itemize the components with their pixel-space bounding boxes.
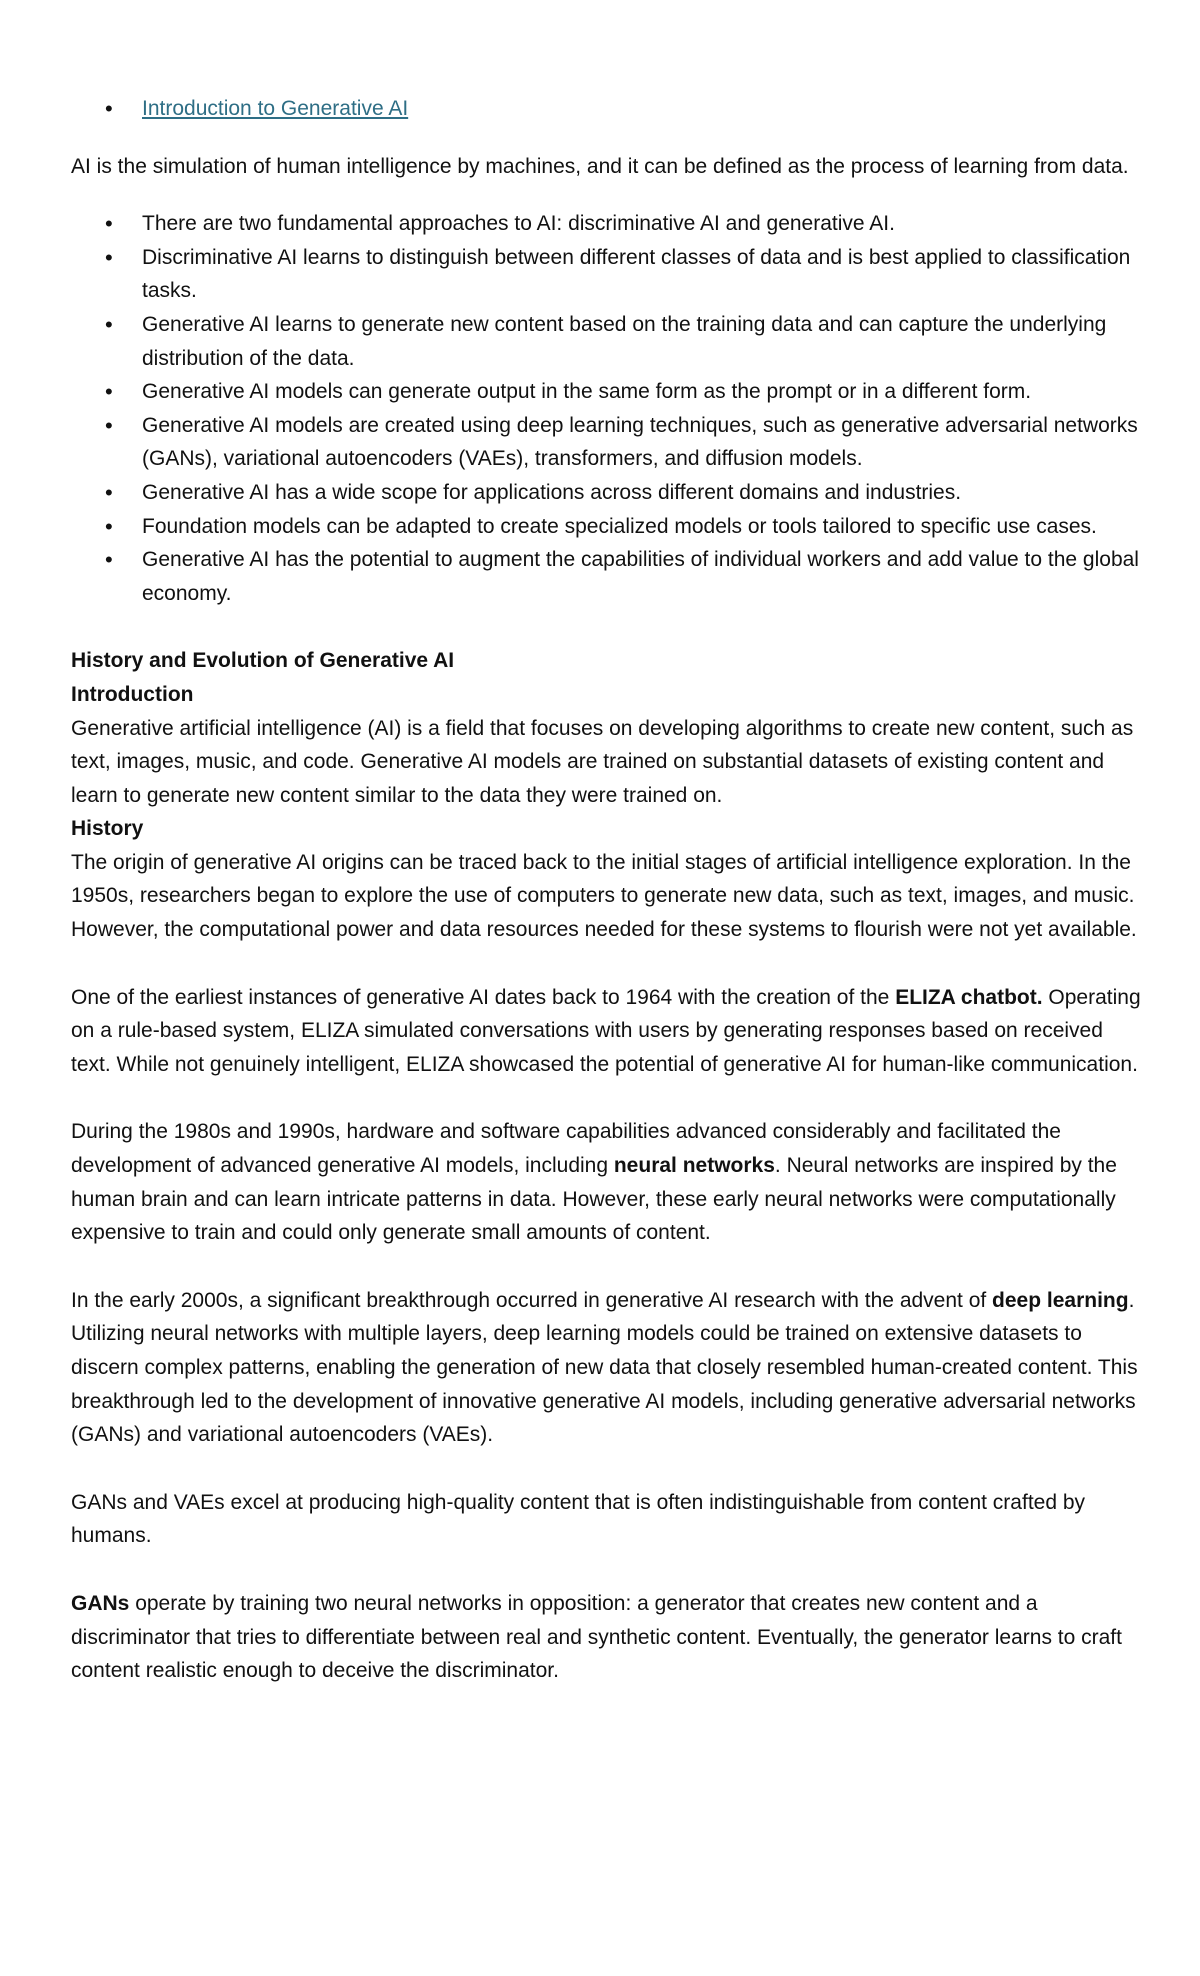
intro-paragraph: AI is the simulation of human intelligence by machines, and it can be defined as the process of learning from data. — [71, 154, 1129, 178]
bullet-item: • Generative AI models are created using deep learning techniques, such as generative adversarial networks (GANs), variational autoencoders (VAEs), transformers, and diffusion models. — [142, 409, 1141, 476]
document-page — [71, 92, 1141, 1688]
deep-learning-paragraph — [71, 1284, 1141, 1452]
deep-text-after: . Utilizing neural networks with multiple layers, deep learning models could be trained on extensive datasets to discern complex patterns, enabling the generation of new data that closely resembled human-created content. This breakthrough led to the development of innovative generative AI models, including generative adversarial networks (GANs) and variational autoencoders (VAEs). — [71, 1288, 1138, 1447]
deep-bold-term: deep learning — [992, 1288, 1129, 1312]
eliza-text-before: One of the earliest instances of generative AI dates back to 1964 with the creation of the — [71, 985, 896, 1009]
toc-link-introduction[interactable]: Introduction to Generative AI — [142, 97, 409, 120]
eliza-text-after: Operating on a rule-based system, ELIZA simulated conversations with users by generating responses based on received text. While not genuinely intelligent, ELIZA showcased the potential of generative AI for human-like communication. — [71, 985, 1141, 1076]
neural-networks-paragraph — [71, 1115, 1141, 1249]
subheading-history: History — [71, 817, 144, 841]
bullet-item: • Generative AI models can generate output in the same form as the prompt or in a different form. — [142, 375, 1141, 409]
bullet-item: • Generative AI learns to generate new content based on the training data and can capture the underlying distribution of the data. — [142, 308, 1141, 375]
gans-paragraph — [71, 1587, 1141, 1688]
toc-item[interactable] — [142, 92, 1141, 126]
bullet-item: • Generative AI has the potential to augment the capabilities of individual workers and add value to the global economy. — [142, 543, 1141, 610]
introduction-paragraph: Generative artificial intelligence (AI) is a field that focuses on developing algorithms to create new content, such as text, images, music, and code. Generative AI models are trained on substantial datasets of existing content and learn to generate new content similar to the data they were trained on. — [71, 716, 1134, 807]
neural-bold-term: neural networks — [613, 1154, 775, 1178]
toc-list — [71, 92, 1141, 126]
deep-text-before: In the early 2000s, a significant breakthrough occurred in generative AI research with the advent of — [71, 1288, 993, 1312]
bullet-item: • Foundation models can be adapted to create specialized models or tools tailored to specific use cases. — [142, 510, 1141, 544]
bullet-item: • Discriminative AI learns to distinguish between different classes of data and is best applied to classification tasks. — [142, 241, 1141, 308]
summary-bullet-list — [71, 207, 1141, 610]
gans-bold-term: GANs — [71, 1591, 130, 1615]
eliza-bold-term: ELIZA chatbot. — [895, 985, 1043, 1009]
bullet-item: • Generative AI has a wide scope for applications across different domains and industries. — [142, 476, 1141, 510]
subheading-introduction: Introduction — [71, 682, 194, 706]
history-paragraph: The origin of generative AI origins can be traced back to the initial stages of artificial intelligence exploration. In the 1950s, researchers began to explore the use of computers to generate new data, such as text, images, and music. However, the computational power and data resources needed for these systems to flourish were not yet available. — [71, 850, 1137, 942]
neural-text-before: During the 1980s and 1990s, hardware and software capabilities advanced considerably and facilitated the development of advanced generative AI models, including — [71, 1120, 1061, 1178]
gans-vaes-paragraph: GANs and VAEs excel at producing high-quality content that is often indistinguishable from content crafted by humans. — [71, 1490, 1086, 1548]
eliza-paragraph — [71, 981, 1141, 1082]
neural-text-after: . Neural networks are inspired by the human brain and can learn intricate patterns in data. However, these early neural networks were computationally expensive to train and could only generate small amounts of content. — [71, 1154, 1117, 1245]
gans-text-after: operate by training two neural networks in opposition: a generator that creates new content and a discriminator that tries to differentiate between real and synthetic content. Eventually, the generator learns to craft content realistic enough to deceive the discriminator. — [71, 1591, 1122, 1683]
bullet-item: • There are two fundamental approaches to AI: discriminative AI and generative AI. — [142, 207, 1141, 241]
section-title: History and Evolution of Generative AI — [71, 649, 455, 673]
